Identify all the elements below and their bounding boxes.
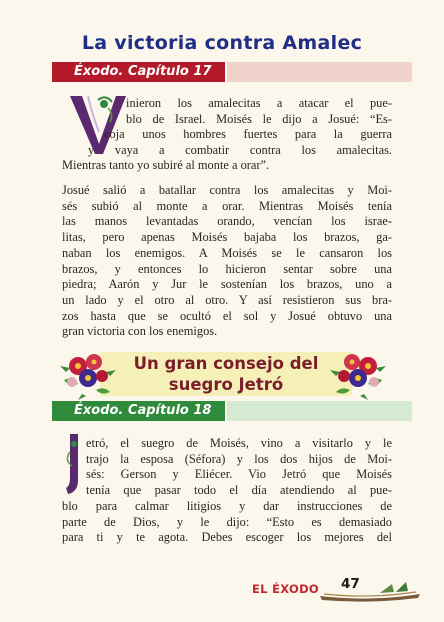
text-line: piedra; Aarón y Jur le sostenían los brazos, uno a	[62, 277, 392, 292]
text-line: inieron los amalecitas a atacar el pue-	[126, 96, 392, 110]
text-line: Josué salió a batallar contra los amalecitas y Moi-	[62, 183, 392, 197]
text-line: gran victoria con los enemigos.	[62, 324, 218, 339]
section1-intro-cont	[104, 127, 392, 143]
section1-paragraph2	[62, 183, 392, 340]
banner-title-line2: suegro Jetró	[168, 375, 284, 394]
flower-bouquet-right-icon	[330, 346, 386, 400]
section1-intro	[126, 96, 392, 127]
section2-paragraph	[62, 499, 392, 546]
flower-bouquet-left-icon	[60, 346, 116, 400]
book-name: EL ÉXODO	[252, 582, 319, 596]
chapter-band-fill	[227, 401, 412, 421]
text-line: sés subió al monte a orar. Mientras Moisés tenía	[62, 198, 392, 213]
page-title: La victoria contra Amalec	[81, 32, 363, 54]
text-line: Mientras tanto yo subiré al monte a orar”.	[62, 158, 270, 172]
text-line: coja unos hombres fuertes para la guerra	[104, 127, 392, 141]
text-line: blo de Israel. Moisés le dijo a Josué: “Es-	[126, 111, 392, 126]
text-line: para ti y te agota. Debes escoger los mejores del	[62, 530, 392, 545]
text-line: y vaya a combatir contra los amalecitas.	[88, 143, 392, 157]
dropcap-j-illustration	[60, 432, 86, 498]
section-banner	[60, 346, 390, 400]
banner-title-line1: Un gran consejo del	[133, 354, 319, 373]
chapter-17-label: Éxodo. Capítulo 17	[52, 62, 225, 82]
text-line: trajo la esposa (Séfora) y los dos hijos de Moi-	[86, 451, 392, 466]
text-line: las manos levantadas orando, vencían los israe-	[62, 214, 392, 229]
chapter-17-band	[52, 62, 412, 82]
text-line: un lado y el otro al otro. Y así resistieron sus bra-	[62, 292, 392, 307]
text-line: brazos, y entonces lo hicieron sentar sobre una	[62, 261, 392, 276]
text-line: litas, pero apenas Moisés bajaba los brazos, ga-	[62, 230, 392, 245]
boat-ornament-icon	[320, 580, 420, 602]
section1-intro-cont2	[88, 143, 392, 159]
section2-dropcap-lines	[86, 436, 392, 499]
text-line: parte de Dios, y le dijo: “Esto es demasiado	[62, 514, 392, 529]
section1-intro-end	[62, 158, 392, 174]
page-number: 47	[341, 576, 360, 592]
chapter-18-label: Éxodo. Capítulo 18	[52, 401, 225, 421]
text-line: etró, el suegro de Moisés, vino a visitarlo y le	[86, 436, 392, 450]
text-line: zos hasta que se ocultó el sol y Josué obtuvo una	[62, 308, 392, 323]
chapter-18-band	[52, 401, 412, 421]
text-line: blo para calmar litigios y dar instrucciones de	[62, 499, 392, 513]
chapter-band-fill	[227, 62, 412, 82]
text-line: naban los enemigos. A Moisés se le cansaron los	[62, 245, 392, 260]
text-line: sés: Gerson y Eliécer. Vio Jetró que Moisés	[86, 467, 392, 482]
text-line: tenía que pasar todo el día atendiendo al pue-	[86, 483, 392, 498]
